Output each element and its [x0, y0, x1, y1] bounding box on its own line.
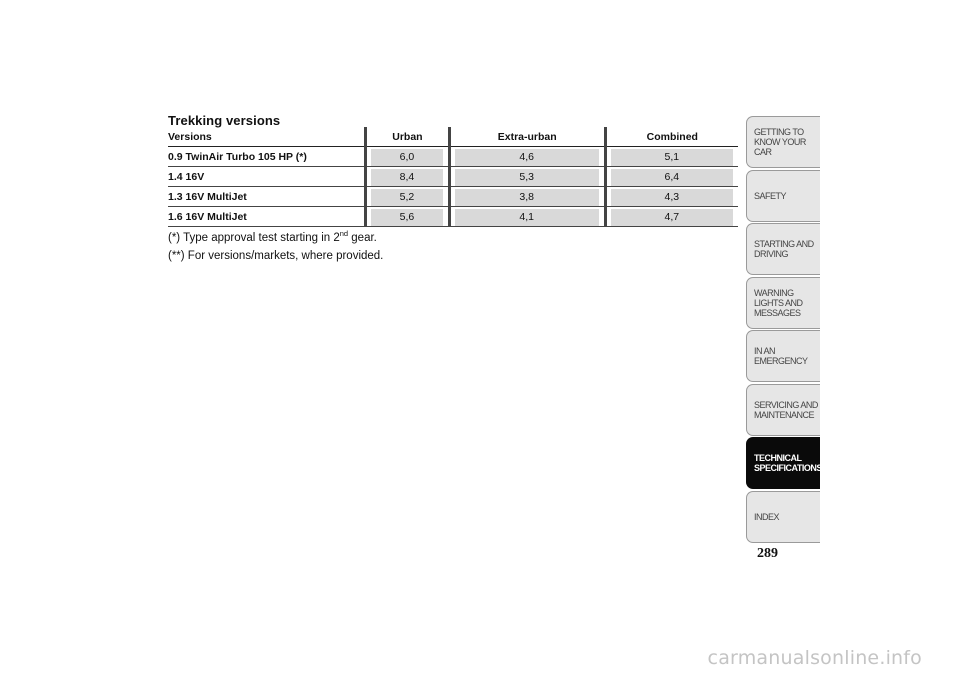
tab-index[interactable]: INDEX [746, 491, 820, 543]
tab-servicing-and-maintenance[interactable]: SERVICING AND MAINTENANCE [746, 384, 820, 436]
cell-urban: 8,4 [366, 167, 450, 187]
header-urban: Urban [366, 127, 450, 147]
row-version: 1.4 16V [168, 167, 366, 187]
cell-urban: 5,6 [366, 207, 450, 227]
watermark: carmanualsonline.info [707, 647, 922, 669]
header-versions: Versions [168, 127, 366, 147]
page-number: 289 [757, 546, 778, 561]
footnotes [168, 225, 383, 265]
table-row [168, 167, 738, 187]
tab-safety[interactable]: SAFETY [746, 170, 820, 222]
table-row [168, 147, 738, 167]
section-title: Trekking versions [168, 113, 281, 128]
table-header-row [168, 127, 738, 147]
cell-extra-urban: 5,3 [449, 167, 605, 187]
table-row [168, 187, 738, 207]
footnote-2: (**) For versions/markets, where provided. [168, 249, 384, 262]
cell-combined: 6,4 [605, 167, 738, 187]
consumption-table [168, 127, 738, 227]
cell-extra-urban: 4,1 [449, 207, 605, 227]
cell-combined: 4,7 [605, 207, 738, 227]
row-version: 1.6 16V MultiJet [168, 207, 366, 227]
row-version: 0.9 TwinAir Turbo 105 HP (*) [168, 147, 366, 167]
cell-extra-urban: 4,6 [449, 147, 605, 167]
header-extra-urban: Extra-urban [449, 127, 605, 147]
cell-combined: 4,3 [605, 187, 738, 207]
tab-technical-specifications[interactable]: TECHNICAL SPECIFICATIONS [746, 437, 820, 489]
cell-extra-urban: 3,8 [449, 187, 605, 207]
header-combined: Combined [605, 127, 738, 147]
tab-warning-lights-and-messages[interactable]: WARNING LIGHTS AND MESSAGES [746, 277, 820, 329]
tab-getting-to-know-your-car[interactable]: GETTING TO KNOW YOUR CAR [746, 116, 820, 168]
cell-urban: 6,0 [366, 147, 450, 167]
cell-combined: 5,1 [605, 147, 738, 167]
tab-starting-and-driving[interactable]: STARTING AND DRIVING [746, 223, 820, 275]
row-version: 1.3 16V MultiJet [168, 187, 366, 207]
table-row [168, 207, 738, 227]
cell-urban: 5,2 [366, 187, 450, 207]
footnote-1: (*) Type approval test starting in 2nd gear. [168, 229, 377, 244]
chapter-tabs [746, 116, 820, 544]
tab-in-an-emergency[interactable]: IN AN EMERGENCY [746, 330, 820, 382]
